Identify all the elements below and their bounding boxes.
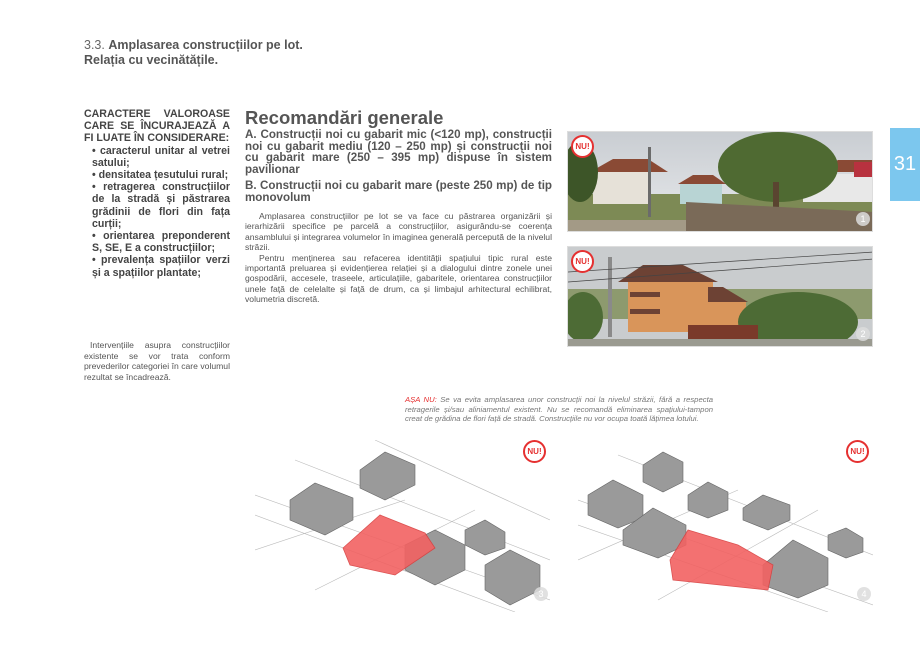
list-item: • caracterul unitar al vetrei satului; [92, 145, 230, 169]
interventions-note: Intervențiile asupra construcțiilor existente se vor trata conform prevederilor categoriei în care volumul rezultat se încadrează. [84, 340, 230, 382]
photo-1 [567, 131, 873, 232]
subheading-a: A. Construcții noi cu gabarit mic (<120 mp), construcții noi cu gabarit mediu (120 – 250 mp) și construcții noi cu gabarit mare (250 – 395 mp) dispuse în sistem pavilionar [245, 128, 552, 176]
nu-badge: NU! [571, 250, 594, 273]
list-item: • retragerea construcțiilor de la stradă și păstrarea grădinii de flori din fața curții; [92, 181, 230, 230]
figure-caption [405, 395, 713, 424]
section-title-line1: Amplasarea construcțiilor pe lot. [108, 38, 303, 52]
list-item: • prevalența spațiilor verzi și a spațiilor plantate; [92, 254, 230, 278]
caption-label: AȘA NU: [405, 395, 437, 404]
diagram-3 [255, 440, 550, 612]
site-sketch-3 [255, 440, 550, 612]
nu-badge: NU! [571, 135, 594, 158]
page-number-tab: 31 [890, 128, 920, 201]
list-item: • orientarea preponderent S, SE, E a construcțiilor; [92, 230, 230, 254]
section-title-line2: Relația cu vecinătățile. [84, 53, 219, 67]
figure-number: 1 [856, 212, 870, 226]
figure-number: 4 [857, 587, 871, 601]
photo-2 [567, 246, 873, 347]
paragraph: Pentru menținerea sau refacerea identității spațiului tipic rural este importantă preluarea și evidențierea relației și a dialogului dintre zonele unei gospodării, accesele, traseele, articulațiile, gabaritele, orientarea construcțiilor unele față de celelalte și față de drum, ca și limbajul arhitectural echilibrat, volumetria discretă. [245, 252, 552, 305]
street-photo-1 [568, 132, 873, 232]
subheading-b: B. Construcții noi cu gabarit mare (peste 250 mp) de tip monovolum [245, 179, 552, 204]
diagram-4 [578, 440, 873, 612]
list-item: • densitatea țesutului rural; [92, 169, 230, 181]
section-title [84, 38, 303, 68]
valuable-characteristics [84, 108, 230, 279]
characteristics-heading: CARACTERE VALOROASE CARE SE ÎNCURAJEAZĂ A FI LUATE ÎN CONSIDERARE: [84, 108, 230, 145]
paragraph: Amplasarea construcțiilor pe lot se va face cu păstrarea organizării și ierarhizării specifice pe parcelă a construcțiilor, asigurându-se coerența ansamblului și integrarea volumelor în imaginea generală percepută de la nivelul străzii. [245, 211, 552, 253]
figure-number: 3 [534, 587, 548, 601]
nu-badge: NU! [523, 440, 546, 463]
main-text [245, 108, 552, 305]
street-photo-2 [568, 247, 873, 347]
figure-number: 2 [856, 327, 870, 341]
section-number: 3.3. [84, 38, 105, 52]
main-heading: Recomandări generale [245, 107, 444, 128]
site-sketch-4 [578, 440, 873, 612]
nu-badge: NU! [846, 440, 869, 463]
caption-text: Se va evita amplasarea unor construcții noi la nivelul străzii, fără a respecta retragerile și/sau aliniamentul existent. Nu se recomandă eliminarea spațiului-tampon creat de grădina de flori față de stradă. Construcțiile nu vor ocupa toată lățimea lotului. [405, 395, 713, 424]
